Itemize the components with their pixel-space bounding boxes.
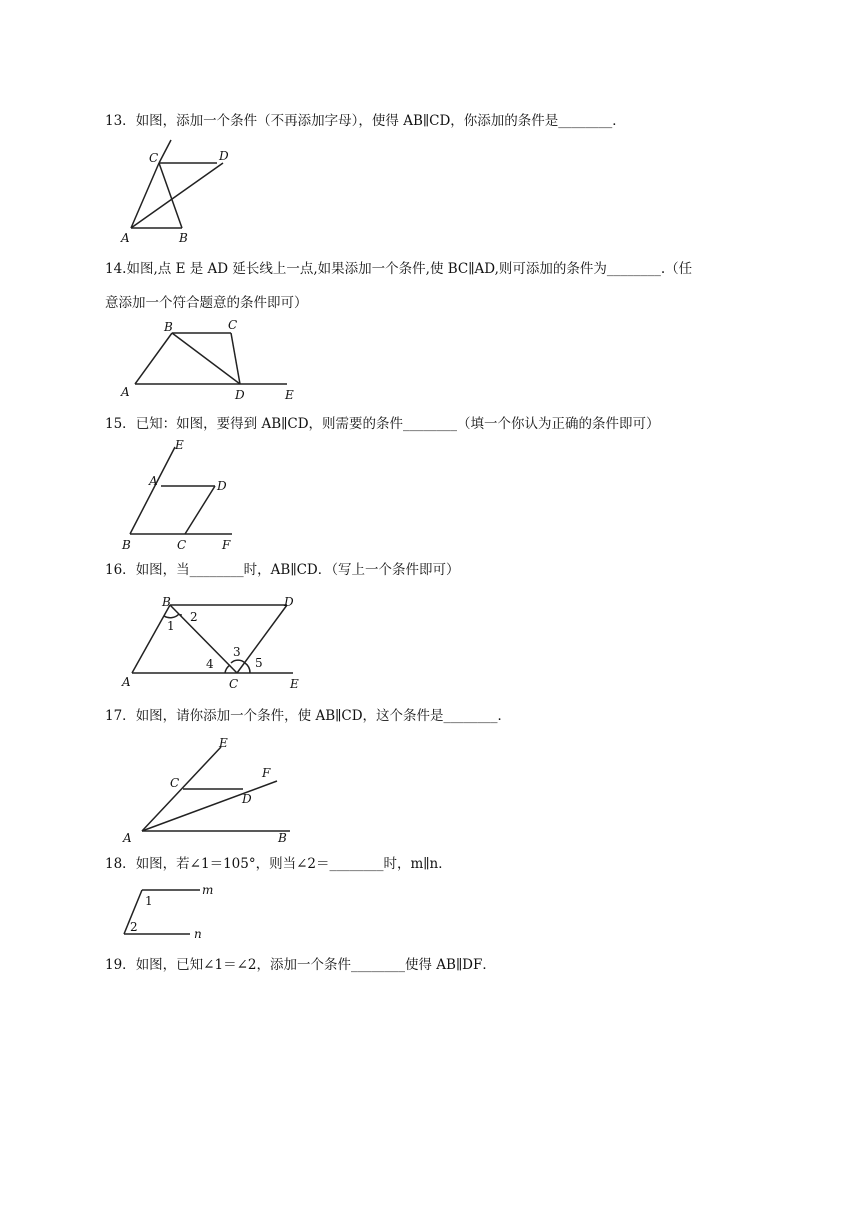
- label-E: E: [285, 388, 294, 402]
- figure-13: [115, 138, 229, 248]
- question-17: [105, 706, 511, 726]
- label-F: F: [222, 538, 231, 552]
- figure-17: [115, 733, 305, 848]
- label-E: E: [219, 736, 228, 750]
- label-B: B: [278, 831, 287, 845]
- angle-label-5: 5: [255, 656, 263, 670]
- figure-18: [115, 880, 225, 945]
- question-number: 13．: [105, 113, 136, 129]
- label-A: A: [122, 675, 131, 689]
- question-18: [105, 854, 452, 874]
- label-A: A: [123, 831, 132, 845]
- label-A: A: [149, 474, 158, 488]
- question-13: [105, 111, 626, 131]
- question-number: 19．: [105, 957, 136, 973]
- label-B: B: [122, 538, 131, 552]
- label-m: m: [202, 883, 214, 897]
- label-D: D: [242, 792, 252, 806]
- label-A: A: [121, 231, 130, 245]
- angle-label-3: 3: [233, 645, 241, 659]
- label-D: D: [235, 388, 245, 402]
- label-C: C: [149, 151, 159, 165]
- label-E: E: [175, 438, 184, 452]
- question-14-line2: [105, 293, 308, 313]
- angle-label-4: 4: [206, 657, 214, 671]
- question-text: 如图，添加一个条件（不再添加字母），使得 AB∥CD，你添加的条件是________．: [135, 113, 626, 129]
- angle-label-1: 1: [167, 619, 175, 633]
- question-number: 14.: [105, 261, 127, 277]
- angle-label-1: 1: [145, 894, 153, 908]
- figure-14: [115, 315, 315, 405]
- question-text: 如图，请你添加一个条件，使 AB∥CD，这个条件是________．: [135, 708, 512, 724]
- question-text: 如图，已知∠1＝∠2，添加一个条件________使得 AB∥DF．: [135, 957, 496, 973]
- label-D: D: [284, 595, 294, 609]
- question-number: 16．: [105, 562, 136, 578]
- question-15: [105, 414, 660, 434]
- label-C: C: [170, 776, 180, 790]
- question-16: [105, 560, 460, 580]
- question-text: 如图，若∠1＝105°，则当∠2＝________时，m∥n．: [135, 856, 452, 872]
- question-number: 15．: [105, 416, 136, 432]
- question-number: 17．: [105, 708, 136, 724]
- figure-15: [115, 437, 255, 555]
- question-text: 如图，当________时，AB∥CD．（写上一个条件即可）: [135, 562, 460, 578]
- angle-label-2: 2: [190, 610, 198, 624]
- label-n: n: [194, 927, 202, 941]
- figure-16: [115, 590, 335, 692]
- question-19: [105, 955, 496, 975]
- label-C: C: [228, 318, 238, 332]
- label-D: D: [219, 149, 229, 163]
- question-14: [105, 259, 692, 279]
- question-text-continued: 意添加一个符合题意的条件即可）: [105, 295, 308, 311]
- label-B: B: [162, 595, 171, 609]
- angle-label-2: 2: [130, 920, 138, 934]
- question-text: 已知：如图，要得到 AB∥CD，则需要的条件________（填一个你认为正确的条件即可）: [135, 416, 660, 432]
- label-C: C: [177, 538, 187, 552]
- label-E: E: [290, 677, 299, 691]
- label-D: D: [217, 479, 227, 493]
- question-text: 如图,点 E 是 AD 延长线上一点,如果添加一个条件,使 BC∥AD,则可添加的条件为________.（任: [126, 261, 693, 277]
- label-A: A: [121, 385, 130, 399]
- label-B: B: [179, 231, 188, 245]
- label-F: F: [262, 766, 271, 780]
- label-B: B: [164, 320, 173, 334]
- label-C: C: [229, 677, 239, 691]
- question-number: 18．: [105, 856, 136, 872]
